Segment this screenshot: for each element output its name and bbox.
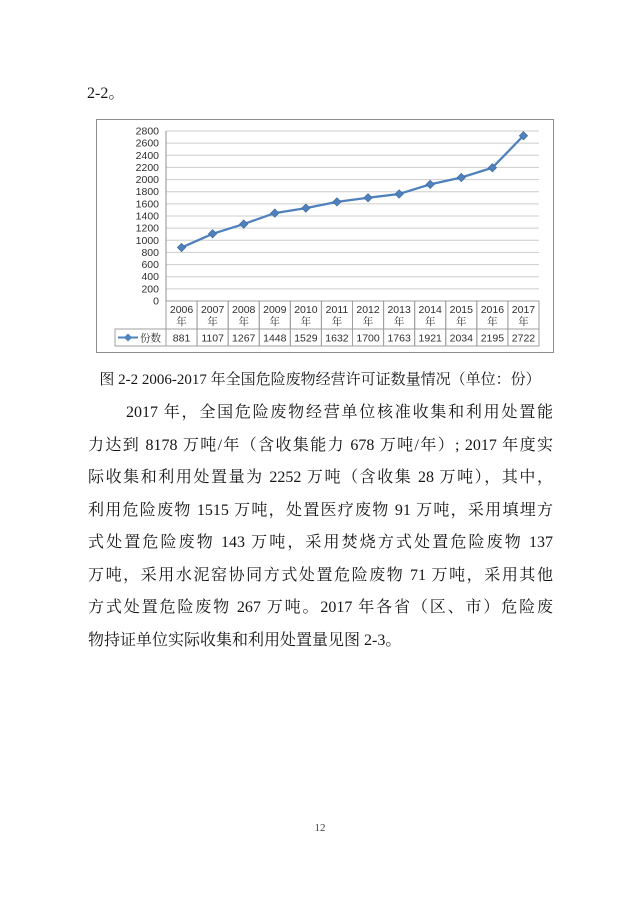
y-tick-label: 2000 (135, 174, 159, 187)
x-category-unit: 年 (300, 316, 312, 328)
section-ref: 2-2。 (87, 85, 125, 102)
y-tick-label: 0 (153, 295, 159, 308)
page-number: 12 (314, 822, 326, 834)
legend-series-label: 份数 (140, 332, 161, 345)
x-category-unit: 年 (269, 316, 281, 328)
data-point-marker (395, 190, 403, 198)
table-value: 1700 (356, 332, 380, 345)
data-point-marker (364, 194, 372, 202)
data-point-marker (333, 198, 341, 206)
paragraph-line: 2017 年，全国危险废物经营单位核准收集和利用处置能 (126, 404, 553, 421)
figure-caption: 图 2-2 2006-2017 年全国危险废物经营许可证数量情况（单位：份） (99, 372, 541, 388)
y-tick-label: 800 (141, 246, 159, 259)
paragraph-line: 方式处置危险废物 267 万吨。2017 年各省（区、市）危险废 (88, 599, 553, 616)
x-category-label: 2011 (325, 304, 349, 316)
table-value: 2195 (480, 332, 505, 345)
table-value: 1267 (232, 332, 256, 345)
table-value: 1921 (418, 332, 442, 345)
x-category-label: 2006 (169, 304, 194, 316)
x-category-unit: 年 (518, 316, 529, 328)
table-value: 1529 (294, 332, 318, 345)
data-point-marker (426, 180, 434, 188)
y-tick-label: 1000 (135, 234, 159, 247)
chart-canvas (97, 120, 553, 357)
x-category-label: 2012 (356, 304, 380, 316)
paragraph-line: 力达到 8178 万吨/年（含收集能力 678 万吨/年）; 2017 年度实 (88, 436, 553, 454)
data-point-marker (457, 173, 465, 181)
legend-diamond-icon (124, 334, 132, 342)
table-value: 881 (172, 332, 191, 345)
x-category-label: 2017 (511, 304, 536, 316)
gridlines-and-yticks (136, 126, 539, 308)
permits-line-chart (96, 119, 554, 353)
data-point-marker (302, 204, 310, 212)
x-category-label: 2016 (480, 304, 505, 316)
x-category-unit: 年 (487, 316, 498, 328)
paragraph-line: 际收集和利用处置量为 2252 万吨（含收集 28 万吨），其中， (88, 469, 553, 486)
x-category-label: 2013 (387, 304, 411, 316)
y-tick-label: 1800 (135, 186, 159, 199)
x-category-unit: 年 (456, 316, 467, 328)
x-category-unit: 年 (393, 316, 405, 328)
x-category-unit: 年 (424, 316, 436, 328)
body-paragraph (88, 397, 553, 657)
chart-group (115, 126, 539, 347)
y-tick-label: 2800 (135, 125, 159, 138)
x-category-unit: 年 (238, 316, 249, 328)
x-category-label: 2010 (294, 304, 318, 316)
x-category-unit: 年 (176, 316, 187, 328)
table-value: 1763 (387, 332, 411, 345)
table-value: 2722 (511, 332, 536, 345)
paragraph-line: 式处置危险废物 143 万吨，采用焚烧方式处置危险废物 137 (88, 534, 553, 551)
x-category-unit: 年 (207, 316, 218, 328)
y-tick-label: 2600 (135, 137, 159, 150)
x-category-label: 2009 (263, 304, 287, 316)
legend-key (115, 329, 166, 346)
paragraph-line: 万吨，采用水泥窑协同方式处置危险废物 71 万吨，采用其他 (88, 566, 553, 584)
y-tick-label: 2200 (135, 161, 159, 174)
data-point-marker (240, 220, 248, 228)
y-tick-label: 400 (141, 271, 159, 284)
y-tick-label: 1600 (135, 198, 159, 211)
y-tick-label: 1400 (135, 210, 159, 223)
data-point-marker (177, 243, 185, 251)
paragraph-line: 利用危险废物 1515 万吨，处置医疗废物 91 万吨，采用填埋方 (88, 501, 553, 519)
x-category-label: 2014 (418, 304, 442, 316)
chart-svg (97, 120, 553, 352)
y-tick-label: 200 (141, 283, 159, 296)
data-table (166, 301, 539, 346)
table-value: 1448 (263, 332, 287, 345)
y-tick-label: 600 (141, 259, 159, 272)
table-value: 2034 (449, 332, 473, 345)
x-category-label: 2007 (200, 304, 225, 316)
x-category-unit: 年 (331, 316, 343, 328)
x-category-unit: 年 (362, 316, 374, 328)
x-category-label: 2015 (449, 304, 473, 316)
table-value: 1632 (325, 332, 349, 345)
y-tick-label: 1200 (135, 222, 159, 235)
paragraph-line: 物持证单位实际收集和利用处置量见图 2-3。 (88, 631, 402, 649)
table-value: 1107 (201, 332, 224, 345)
data-point-marker (208, 230, 216, 238)
y-tick-label: 2400 (135, 149, 159, 162)
x-category-label: 2008 (232, 304, 256, 316)
